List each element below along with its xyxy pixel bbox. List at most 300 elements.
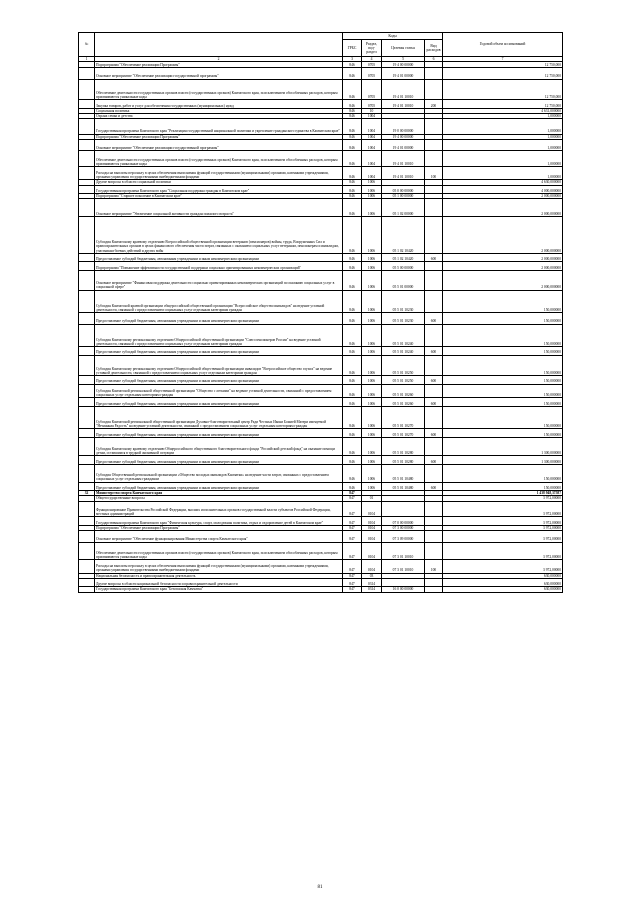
row-csr: 07 3 00 00000 <box>382 525 425 530</box>
row-amount: 1 300,000000 <box>443 437 563 455</box>
document-page <box>78 32 562 593</box>
table-row <box>79 456 563 465</box>
header-codes: Коды <box>343 33 443 40</box>
row-vr <box>425 465 443 482</box>
table-row <box>79 437 563 455</box>
row-amount: 150,000000 <box>443 406 563 428</box>
row-csr: 07 3 01 10010 <box>382 542 425 559</box>
row-csr: 05 5 01 10270 <box>382 429 425 438</box>
table-row <box>79 465 563 482</box>
row-grbs: 847 <box>343 501 362 517</box>
row-vr: 600 <box>425 398 443 407</box>
row-amount: 1,000000 <box>443 113 563 118</box>
row-number <box>79 312 95 324</box>
row-razdel: 0104 <box>362 501 382 517</box>
row-amount: 2 000,000000 <box>443 216 563 253</box>
row-razdel: 01 <box>362 496 382 501</box>
row-number <box>79 560 95 574</box>
row-number <box>79 100 95 109</box>
row-amount: 3 972,00000 <box>443 517 563 526</box>
row-name: Предоставление субсидий бюджетным, автономным учреждениям и иным некоммерческим организациям <box>95 253 343 262</box>
row-grbs: 846 <box>343 199 362 216</box>
row-csr: 05 5 01 10230 <box>382 290 425 312</box>
row-number <box>79 119 95 135</box>
row-name: Социальная политика <box>95 108 343 113</box>
table-row <box>79 346 563 355</box>
row-name: Обеспечение деятельности государственных органов власти (государственных органов) Камчатского края, за исключением обособленных расходов, которым присваиваются уникальные коды <box>95 151 343 167</box>
row-amount: 12 750,000 <box>443 79 563 99</box>
row-razdel: 0104 <box>362 517 382 526</box>
row-amount: 150,000000 <box>443 324 563 346</box>
row-razdel: 1004 <box>362 151 382 167</box>
row-csr: 16 0 00 00000 <box>382 587 425 592</box>
table-row <box>79 199 563 216</box>
row-razdel: 1006 <box>362 324 382 346</box>
row-name: Предоставление субсидий бюджетным, автономным учреждениям и иным некоммерческим организациям <box>95 482 343 491</box>
row-name: Субсидия Общественной региональной организации «Общество молодых инвалидов Камчатки» на ведение части затрат, связанных с предоставлением социальных услуг отдельным гражданам <box>95 465 343 482</box>
row-grbs: 847 <box>343 517 362 526</box>
row-amount: 4 631,000000 <box>443 108 563 113</box>
col-number-2: 2 <box>95 57 343 62</box>
row-vr <box>425 290 443 312</box>
row-amount: 4 630,000000 <box>443 180 563 185</box>
row-razdel: 1006 <box>362 312 382 324</box>
row-grbs: 846 <box>343 119 362 135</box>
row-razdel: 0104 <box>362 542 382 559</box>
row-csr: 05 5 00 00000 <box>382 262 425 271</box>
row-number <box>79 501 95 517</box>
row-number <box>79 185 95 194</box>
row-name: Основное мероприятие "Обеспечение реализации государственной программы" <box>95 139 343 151</box>
row-name: Общегосударственные вопросы <box>95 496 343 501</box>
row-name: Основное мероприятие "Увеличение социальной активности граждан пожилого возраста" <box>95 199 343 216</box>
row-razdel: 1006 <box>362 346 382 355</box>
row-grbs: 846 <box>343 290 362 312</box>
row-vr <box>425 578 443 587</box>
row-csr: 07 3 09 00000 <box>382 530 425 542</box>
row-vr <box>425 216 443 253</box>
table-row <box>79 151 563 167</box>
table-row <box>79 542 563 559</box>
row-name: Основное мероприятие "Финансовая поддержка деятельности социально ориентированных некоммерческих организаций по оказанию социальных услуг в социальной сфере" <box>95 271 343 290</box>
header-csr: Целевая статья <box>382 40 425 57</box>
row-grbs: 846 <box>343 108 362 113</box>
row-grbs: 846 <box>343 113 362 118</box>
row-vr <box>425 587 443 592</box>
table-row <box>79 139 563 151</box>
row-grbs: 846 <box>343 355 362 375</box>
row-grbs: 847 <box>343 525 362 530</box>
row-grbs: 847 <box>343 530 362 542</box>
row-amount: 1 300,000000 <box>443 456 563 465</box>
row-csr: 05 5 01 10280 <box>382 437 425 455</box>
row-vr <box>425 139 443 151</box>
row-razdel: 1006 <box>362 465 382 482</box>
row-grbs: 846 <box>343 375 362 384</box>
table-row <box>79 324 563 346</box>
row-razdel: 1006 <box>362 398 382 407</box>
row-razdel: 0104 <box>362 560 382 574</box>
row-amount: 3 972,00000 <box>443 496 563 501</box>
row-razdel: 0705 <box>362 68 382 80</box>
row-grbs: 846 <box>343 324 362 346</box>
row-name: Государственная программа Камчатского края "Реализация государственной национальной политики и укрепление гражданского единства в Камчатском крае" <box>95 119 343 135</box>
table-row <box>79 517 563 526</box>
row-number <box>79 271 95 290</box>
row-grbs: 846 <box>343 482 362 491</box>
row-csr: 19 4 00 00000 <box>382 134 425 139</box>
row-grbs: 846 <box>343 68 362 80</box>
row-csr: 07 0 00 00000 <box>382 517 425 526</box>
row-vr <box>425 542 443 559</box>
row-grbs: 846 <box>343 456 362 465</box>
row-number <box>79 456 95 465</box>
row-amount: 3 972,00000 <box>443 530 563 542</box>
row-grbs: 846 <box>343 139 362 151</box>
col-number-5: 5 <box>382 57 425 62</box>
row-grbs: 847 <box>343 496 362 501</box>
row-vr <box>425 185 443 194</box>
row-amount: 1,000000 <box>443 166 563 180</box>
row-name: Подпрограмма "Старшее поколение в Камчатском крае" <box>95 194 343 199</box>
row-amount: 630,000000 <box>443 587 563 592</box>
row-grbs: 847 <box>343 542 362 559</box>
row-vr <box>425 384 443 398</box>
row-amount: 150,000000 <box>443 384 563 398</box>
row-name: Предоставление субсидий бюджетным, автономным учреждениям и иным некоммерческим организациям <box>95 346 343 355</box>
row-csr: 05 5 01 10270 <box>382 406 425 428</box>
row-razdel: 10 <box>362 108 382 113</box>
row-number <box>79 262 95 271</box>
row-number <box>79 216 95 253</box>
row-razdel: 1004 <box>362 113 382 118</box>
row-number <box>79 139 95 151</box>
table-row <box>79 375 563 384</box>
header-grbs: ГРБС <box>343 40 362 57</box>
row-amount: 150,000000 <box>443 355 563 375</box>
row-name: Функционирование Правительства Российской Федерации, высших исполнительных органов государственной власти субъектов Российской Федерации, местных администраций <box>95 501 343 517</box>
row-grbs: 846 <box>343 437 362 455</box>
row-amount: 1,000000 <box>443 139 563 151</box>
row-amount: 1,000000 <box>443 119 563 135</box>
row-vr <box>425 199 443 216</box>
table-row <box>79 290 563 312</box>
table-row <box>79 587 563 592</box>
row-amount: 2 000,000000 <box>443 253 563 262</box>
row-vr <box>425 517 443 526</box>
row-amount: 1,000000 <box>443 134 563 139</box>
row-grbs: 846 <box>343 262 362 271</box>
row-number <box>79 199 95 216</box>
row-vr: 600 <box>425 482 443 491</box>
row-razdel: 1006 <box>362 375 382 384</box>
row-amount: 3 972,00000 <box>443 525 563 530</box>
row-csr: 05 5 01 10240 <box>382 346 425 355</box>
row-amount: 630,000000 <box>443 578 563 587</box>
table-row <box>79 216 563 253</box>
row-name: Предоставление субсидий бюджетным, автономным учреждениям и иным некоммерческим организациям <box>95 429 343 438</box>
row-vr <box>425 79 443 99</box>
row-name: Охрана семьи и детства <box>95 113 343 118</box>
row-amount: 12 750,000 <box>443 100 563 109</box>
row-vr <box>425 271 443 290</box>
table-row <box>79 119 563 135</box>
row-number <box>79 166 95 180</box>
col-number-7: 7 <box>443 57 563 62</box>
header-num: № <box>79 33 95 57</box>
row-number <box>79 68 95 80</box>
row-number <box>79 465 95 482</box>
row-number <box>79 406 95 428</box>
row-razdel: 03 <box>362 573 382 578</box>
row-razdel: 0314 <box>362 578 382 587</box>
row-amount: 150,000000 <box>443 375 563 384</box>
row-grbs: 846 <box>343 185 362 194</box>
row-razdel: 1006 <box>362 429 382 438</box>
row-name: Предоставление субсидий бюджетным, автономным учреждениям и иным некоммерческим организациям <box>95 398 343 407</box>
row-grbs: 846 <box>343 253 362 262</box>
table-row <box>79 560 563 574</box>
row-amount: 2 000,000000 <box>443 194 563 199</box>
row-name: Подпрограмма "Обеспечение реализации Программы" <box>95 134 343 139</box>
row-vr <box>425 151 443 167</box>
row-razdel: 1006 <box>362 262 382 271</box>
row-name: Основное мероприятие "Обеспечение реализации государственной программы" <box>95 68 343 80</box>
row-name: Государственная программа Камчатского края "Безопасная Камчатка" <box>95 587 343 592</box>
row-name: Обеспечение деятельности государственных органов власти (государственных органов) Камчатского края, за исключением обособленных расходов, которым присваиваются уникальные коды <box>95 542 343 559</box>
row-grbs: 847 <box>343 491 362 496</box>
col-number-4: 4 <box>362 57 382 62</box>
row-grbs: 846 <box>343 194 362 199</box>
row-amount: 3 972,00000 <box>443 542 563 559</box>
row-name: Государственная программа Камчатского края "Социальная поддержка граждан в Камчатском крае" <box>95 185 343 194</box>
row-amount: 150,000000 <box>443 312 563 324</box>
row-name: Подпрограмма "Обеспечение реализации Программы" <box>95 62 343 68</box>
row-number: 32 <box>79 491 95 496</box>
row-vr: 100 <box>425 560 443 574</box>
row-csr: 05 5 01 10480 <box>382 482 425 491</box>
row-number <box>79 587 95 592</box>
row-razdel: 1006 <box>362 384 382 398</box>
row-name: Расходы на выплаты персоналу в целях обеспечения выполнения функций государственными (муниципальными) органами, казенными учреждениями, органами управления государственными внебюджетными фондами <box>95 166 343 180</box>
row-vr <box>425 406 443 428</box>
row-csr <box>382 578 425 587</box>
row-razdel: 0705 <box>362 79 382 99</box>
table-row <box>79 68 563 80</box>
row-amount: 150,000000 <box>443 398 563 407</box>
row-number <box>79 429 95 438</box>
row-vr: 600 <box>425 429 443 438</box>
row-grbs: 846 <box>343 62 362 68</box>
row-amount: 1 438 948,37587 <box>443 491 563 496</box>
table-row <box>79 530 563 542</box>
row-razdel: 1006 <box>362 482 382 491</box>
row-name: Подпрограмма "Повышение эффективности государственной поддержки социально ориентированных некоммерческих организаций" <box>95 262 343 271</box>
row-name: Субсидия Камчатскому краевому отделению Общероссийского общественного благотворительного фонда "Российский детский фонд" на оказание помощи детям, оставшимся в трудной жизненной ситуации <box>95 437 343 455</box>
row-vr: 100 <box>425 166 443 180</box>
row-number <box>79 517 95 526</box>
row-vr <box>425 262 443 271</box>
row-amount: 150,000000 <box>443 465 563 482</box>
table-row <box>79 185 563 194</box>
row-amount: 12 750,000 <box>443 62 563 68</box>
table-row <box>79 262 563 271</box>
table-row <box>79 79 563 99</box>
table-row <box>79 429 563 438</box>
row-grbs: 846 <box>343 271 362 290</box>
row-number <box>79 324 95 346</box>
row-csr: 05 0 00 00000 <box>382 185 425 194</box>
row-razdel: 1006 <box>362 290 382 312</box>
row-name: Национальная безопасность и правоохранительная деятельность <box>95 573 343 578</box>
row-grbs: 846 <box>343 100 362 109</box>
row-amount: 150,000000 <box>443 346 563 355</box>
col-number-3: 3 <box>343 57 362 62</box>
row-razdel: 0705 <box>362 62 382 68</box>
row-csr: 05 1 02 00000 <box>382 199 425 216</box>
row-razdel: 1006 <box>362 271 382 290</box>
row-grbs: 846 <box>343 429 362 438</box>
row-razdel: 0705 <box>362 100 382 109</box>
row-grbs: 846 <box>343 151 362 167</box>
row-razdel: 1006 <box>362 437 382 455</box>
row-number <box>79 346 95 355</box>
row-name: Расходы на выплаты персоналу в целях обеспечения выполнения функций государственными (муниципальными) органами, казенными учреждениями, органами управления государственными внебюджетными фондами <box>95 560 343 574</box>
row-grbs: 847 <box>343 573 362 578</box>
row-number <box>79 290 95 312</box>
row-vr: 600 <box>425 456 443 465</box>
row-number <box>79 437 95 455</box>
row-csr: 05 5 01 10260 <box>382 398 425 407</box>
row-razdel: 1004 <box>362 134 382 139</box>
row-vr <box>425 355 443 375</box>
table-row <box>79 398 563 407</box>
header-vr: Вид расходов <box>425 40 443 57</box>
row-name: Предоставление субсидий бюджетным, автономным учреждениям и иным некоммерческим организациям <box>95 312 343 324</box>
row-number <box>79 542 95 559</box>
table-row <box>79 253 563 262</box>
row-csr: 19 4 01 10010 <box>382 100 425 109</box>
table-row <box>79 355 563 375</box>
row-vr: 600 <box>425 346 443 355</box>
row-csr: 19 4 00 00000 <box>382 62 425 68</box>
row-name: Другие вопросы в области национальной безопасности и правоохранительной деятельности <box>95 578 343 587</box>
row-name: Субсидия Камчатскому региональному отделению Общероссийской общественной организации "Союз пенсионеров России" на ведение уставной деятельности, связанной с предоставлением социальных услуг отдельным категориям граждан <box>95 324 343 346</box>
row-amount: 1,000000 <box>443 151 563 167</box>
row-csr: 05 1 02 10420 <box>382 216 425 253</box>
row-number <box>79 578 95 587</box>
row-razdel: 0104 <box>362 525 382 530</box>
row-grbs: 846 <box>343 406 362 428</box>
row-csr: 05 5 01 10260 <box>382 384 425 398</box>
row-grbs: 847 <box>343 578 362 587</box>
row-number <box>79 79 95 99</box>
row-grbs: 846 <box>343 79 362 99</box>
row-name: Основное мероприятие "Обеспечение функционирования Министерства спорта Камчатского края" <box>95 530 343 542</box>
row-vr <box>425 437 443 455</box>
row-csr: 05 5 01 10250 <box>382 375 425 384</box>
row-vr <box>425 501 443 517</box>
row-number <box>79 530 95 542</box>
row-name: Предоставление субсидий бюджетным, автономным учреждениям и иным некоммерческим организациям <box>95 375 343 384</box>
row-grbs: 846 <box>343 180 362 185</box>
row-razdel: 1006 <box>362 406 382 428</box>
col-number-1: 1 <box>79 57 95 62</box>
row-grbs: 847 <box>343 560 362 574</box>
row-razdel: 1006 <box>362 253 382 262</box>
row-grbs: 846 <box>343 384 362 398</box>
row-name: Субсидия Камчатскому региональному отделению Общероссийской общественной организации инвалидов "Всероссийское общество глухих" на ведение уставной деятельности, связанной с предоставлением социальных услуг отдельным категориям граждан <box>95 355 343 375</box>
header-razdel: Раздел, под-раздел <box>362 40 382 57</box>
row-vr <box>425 530 443 542</box>
row-csr: 05 1 02 10420 <box>382 253 425 262</box>
row-name: Субсидия Камчатской региональной общественной организации Духовно-благотворительный центр Ради Честных Икони Божией Матери именуемой "Нечаянная Радость" на ведение уставной деятельности, связанной с предоставлением социальных услуг отдельным категориям граждан <box>95 406 343 428</box>
row-razdel: 1006 <box>362 194 382 199</box>
row-name: Субсидия Камчатскому краевому отделению Всероссийской общественной организации ветеранов (пенсионеров) войны, труда, Вооруженных Сил и правоохранительных органов в целях финансового обеспечения части затрат, связанных с оказанием социальных услуг ветеранам, пенсионерам и инвалидам, участникам боевых действий и других войн <box>95 216 343 253</box>
row-grbs: 846 <box>343 398 362 407</box>
header-amount: Годовой объем ассигнований <box>443 33 563 57</box>
table-row <box>79 501 563 517</box>
row-razdel: 1006 <box>362 185 382 194</box>
row-name: Субсидия Камчатской региональной общественной организации "Общество с легкими" на ведение уставной деятельности, связанной с предоставлением социальных услуг отдельным категориям граждан <box>95 384 343 398</box>
row-amount: 2 000,000000 <box>443 271 563 290</box>
col-number-6: 6 <box>425 57 443 62</box>
row-razdel: 0314 <box>362 587 382 592</box>
row-amount: 2 000,000000 <box>443 199 563 216</box>
row-name: Подпрограмма "Обеспечение реализации Программы" <box>95 525 343 530</box>
row-csr: 05 5 01 10250 <box>382 355 425 375</box>
row-csr: 19 4 01 10010 <box>382 79 425 99</box>
row-grbs: 847 <box>343 587 362 592</box>
row-csr: 05 5 01 10480 <box>382 465 425 482</box>
row-name: Обеспечение деятельности государственных органов власти (государственных органов) Камчатского края, за исключением обособленных расходов, которым присваиваются уникальные коды <box>95 79 343 99</box>
row-razdel: 1006 <box>362 199 382 216</box>
row-grbs: 846 <box>343 166 362 180</box>
row-number <box>79 375 95 384</box>
row-amount: 2 000,000000 <box>443 262 563 271</box>
row-vr: 600 <box>425 375 443 384</box>
row-razdel: 1004 <box>362 166 382 180</box>
row-csr: 19 4 01 10010 <box>382 151 425 167</box>
row-name: Закупка товаров, работ и услуг для обеспечения государственных (муниципальных) нужд <box>95 100 343 109</box>
row-number <box>79 384 95 398</box>
row-number <box>79 482 95 491</box>
row-razdel: 1006 <box>362 180 382 185</box>
row-csr: 19 4 01 10010 <box>382 166 425 180</box>
table-body <box>79 62 563 592</box>
row-csr: 19 0 00 00000 <box>382 119 425 135</box>
row-amount: 150,000000 <box>443 482 563 491</box>
row-razdel: 1006 <box>362 456 382 465</box>
table-row <box>79 271 563 290</box>
row-csr: 19 4 01 00000 <box>382 139 425 151</box>
row-csr: 05 5 01 10240 <box>382 324 425 346</box>
row-amount: 3 972,00000 <box>443 560 563 574</box>
row-name: Министерство спорта Камчатского края <box>95 491 343 496</box>
row-number <box>79 253 95 262</box>
row-vr: 600 <box>425 253 443 262</box>
row-csr: 05 5 01 00000 <box>382 271 425 290</box>
row-number <box>79 355 95 375</box>
row-vr <box>425 324 443 346</box>
row-amount: 150,000000 <box>443 290 563 312</box>
row-razdel: 1006 <box>362 216 382 253</box>
page-number: 81 <box>317 885 323 890</box>
row-name: Государственная программа Камчатского края "Физическая культура, спорт, молодежная политика, отдых и оздоровление детей в Камчатском крае" <box>95 517 343 526</box>
table-row <box>79 406 563 428</box>
row-name: Субсидия Камчатской краевой организации общероссийской общественной организации "Всероссийское общество инвалидов" на ведение уставной деятельности, связанной с предоставлением социальных услуг отдельным категориям граждан <box>95 290 343 312</box>
row-csr: 05 5 01 10230 <box>382 312 425 324</box>
